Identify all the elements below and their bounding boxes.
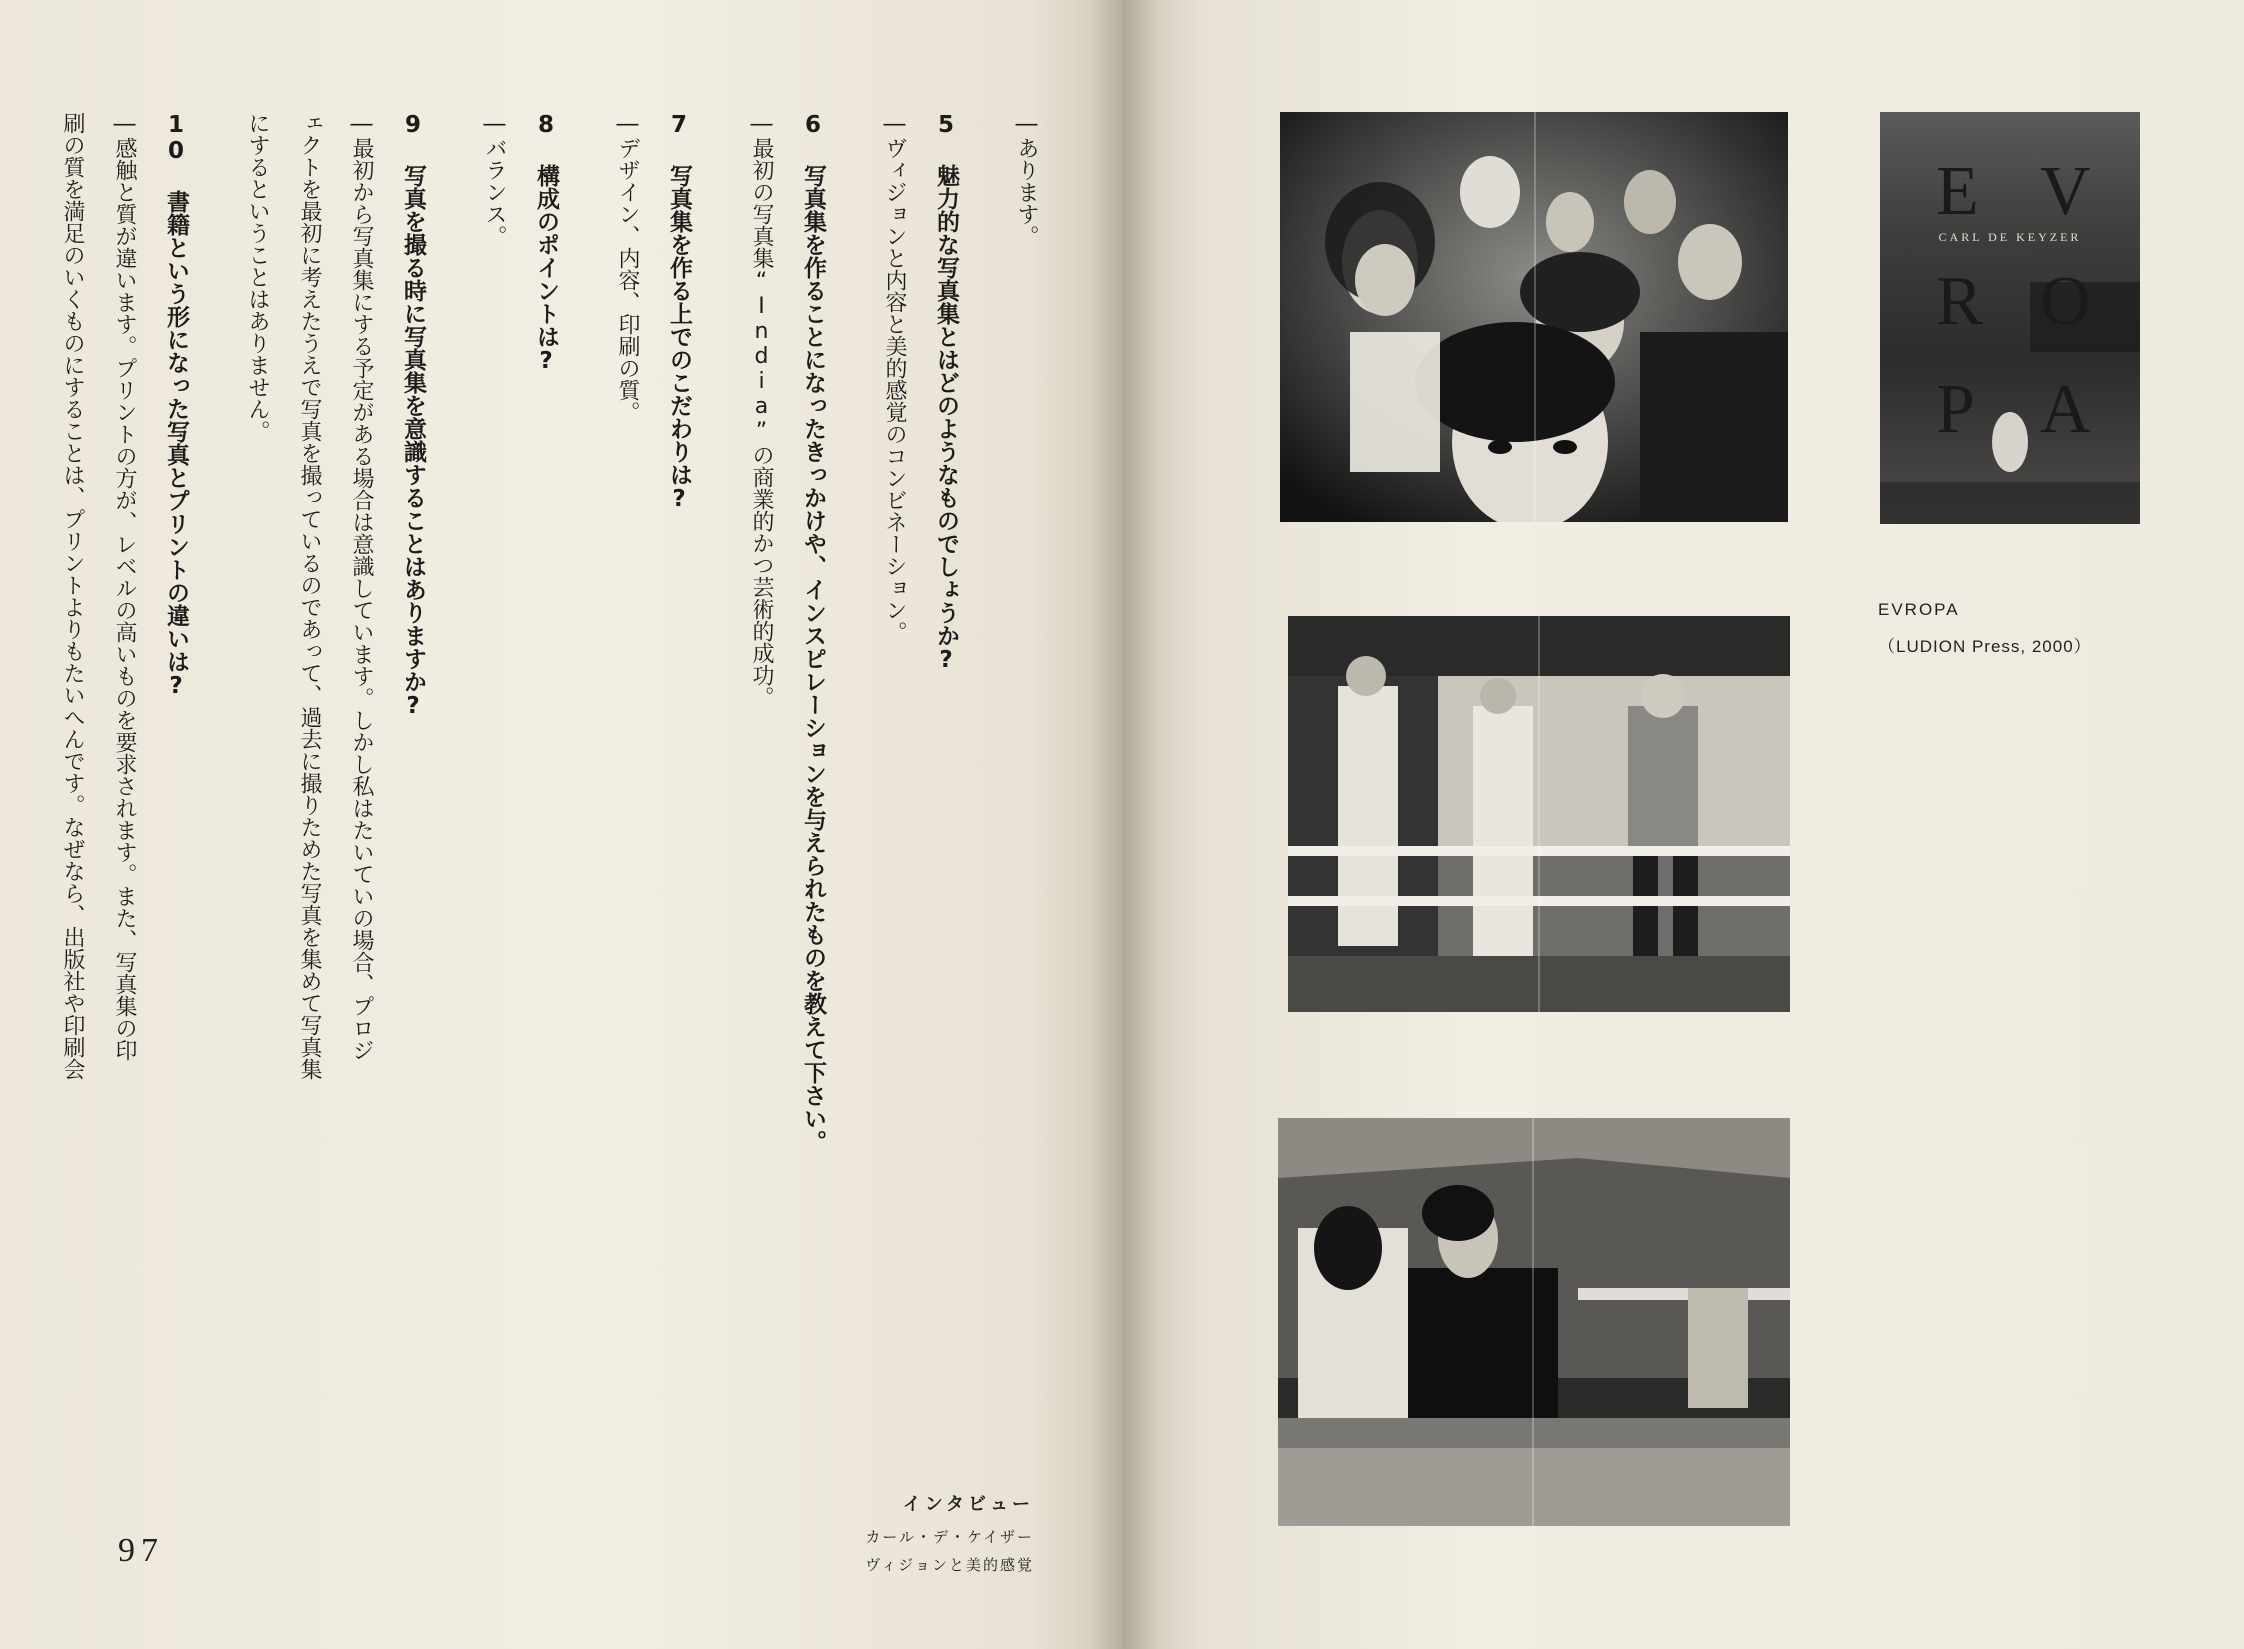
cover-letter-r: R: [1936, 263, 1997, 340]
answer-9-line-1: ―最初から写真集にする予定がある場合は意識しています。しかし私はたいていの場合、プロジ: [349, 112, 374, 1061]
cover-letter-p: P: [1936, 371, 1989, 448]
answer-4: ―あります。: [1014, 112, 1039, 247]
question-5: 5 魅力的な写真集とはどのようなものでしょうか?: [933, 112, 959, 673]
question-10: 10 書籍という形になった写真とプリントの違いは?: [163, 112, 189, 699]
photo-counter-spread: [1278, 1118, 1790, 1526]
answer-8: ―バランス。: [482, 112, 507, 247]
question-6: 6 写真集を作ることになったきっかけや、インスピレーションを与えられたものを教えて下さい。: [800, 112, 826, 1153]
answer-10-line-1: ―感触と質が違います。プリントの方が、レベルの高いものを要求されます。また、写真集の印: [112, 112, 137, 1061]
question-9: 9 写真を撮る時に写真集を意識することはありますか?: [400, 112, 426, 719]
answer-5: ―ヴィジョンと内容と美的感覚のコンビネーション。: [882, 112, 907, 643]
cover-letter-a: A: [2040, 371, 2105, 448]
book-gutter: [1090, 0, 1160, 1649]
running-head-section: インタビュー: [902, 1494, 1034, 1515]
cover-letter-o: O: [2040, 263, 2105, 340]
caption-publisher: （LUDION Press, 2000）: [1878, 637, 2092, 656]
running-head-title: ヴィジョンと美的感覚: [865, 1556, 1034, 1574]
cover-letter-e: E: [1936, 153, 1993, 230]
question-7: 7 写真集を作る上でのこだわりは?: [666, 112, 692, 512]
answer-10-line-2: 刷の質を満足のいくものにすることは、プリントよりもたいへんです。なぜなら、出版社や印刷会: [60, 112, 85, 1080]
book-cover-evropa: [1880, 112, 2140, 524]
photo-ladder-spread: [1288, 616, 1790, 1012]
answer-9-line-3: にするということはありません。: [245, 112, 270, 442]
answer-7: ―デザイン、内容、印刷の質。: [615, 112, 640, 423]
cover-author: CARL DE KEYZER: [1938, 230, 2082, 244]
cover-letter-v: V: [2040, 153, 2105, 230]
question-8: 8 構成のポイントは?: [533, 112, 559, 374]
page-number: 97: [118, 1532, 164, 1569]
photo-crowd-spread: [1280, 112, 1788, 522]
answer-9-line-2: ェクトを最初に考えたうえで写真を撮っているのであって、過去に撮りためた写真を集めて写真集: [297, 112, 322, 1080]
answer-6: ―最初の写真集“India”の商業的かつ芸術的成功。: [749, 112, 774, 708]
caption-title: EVROPA: [1878, 600, 1960, 619]
running-head-person: カール・デ・ケイザー: [865, 1528, 1034, 1546]
